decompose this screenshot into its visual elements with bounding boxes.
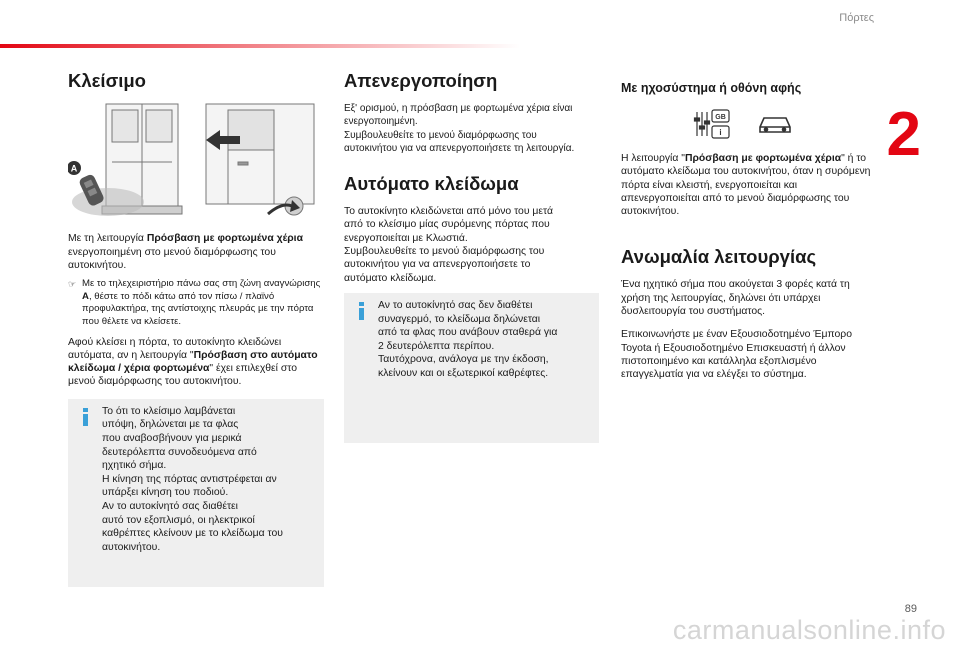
page-number: 89 [904, 603, 917, 615]
zone-a-label: A [70, 163, 78, 174]
car-settings-icon [757, 113, 793, 135]
audio-icons-row [693, 106, 871, 142]
column-audio-malfunction [621, 70, 871, 388]
closing-paragraph-1: Με τη λειτουργία Πρόσβαση με φορτωμένα χέρια ενεργοποιημένη στο μενού διαμόρφωσης του αυτοκινήτου. [68, 233, 303, 271]
column-deactivation [344, 70, 599, 443]
svg-text:i: i [719, 128, 722, 137]
column-closing [68, 70, 324, 587]
deactivation-text: Εξ' ορισμού, η πρόσβαση με φορτωμένα χέρια είναι ενεργοποιημένη. Συμβουλευθείτε το μενού διαμόρφωσης του αυτοκινήτου για να απενεργοποιήσετε τη λειτουργία. [344, 103, 575, 154]
watermark: carmanualsonline.info [672, 615, 946, 645]
heading-malfunction: Ανωμαλία λειτουργίας [621, 246, 817, 268]
audio-paragraph: Η λειτουργία "Πρόσβαση με φορτωμένα χέρια" ή το αυτόματο κλείδωμα του αυτοκινήτου, όταν η συρόμενη πόρτα είναι κλειστή, ενεργοποιείται και απενεργοποιείται από το μενού διαμόρφωσης του αυτοκινήτου. [621, 153, 871, 218]
heading-auto-lock: Αυτόματο κλείδωμα [344, 173, 519, 195]
heading-audio-touchscreen: Με ηχοσύστημα ή οθόνη αφής [621, 81, 802, 95]
info-box-closing: Το ότι το κλείσιμο λαμβάνεται υπόψη, δηλώνεται με τα φλας που αναβοσβήνουν για μερικά δευτερόλεπτα συνοδευόμενα από ηχητικό σήμα. Η κίνηση της πόρτας αντιστρέφεται αν υπάρξει κίνηση του ποδιού. Αν το αυτοκίνητό σας διαθέτει αυτό τον εξοπλισμό, οι ηλεκτρικοί καθρέπτες κλείνουν με το κλείδωμα του αυτοκινήτου. [68, 399, 324, 587]
audio-system-icon [693, 106, 731, 142]
info-icon [356, 302, 368, 320]
detection-zone [72, 188, 144, 216]
van-side-view [206, 104, 314, 215]
van-rear-door-illustration [68, 102, 324, 220]
closing-step: ☞ Με το τηλεχειριστήριο πάνω σας στη ζώνη αναγνώρισης A, θέστε το πόδι κάτω από τον πίσω / πλαϊνό προφυλακτήρα, της αντίστοιχης πλευράς με την πόρτα που θέλετε να κλείσετε. [68, 278, 321, 327]
heading-closing: Κλείσιμο [68, 70, 146, 91]
closing-paragraph-2: Αφού κλείσει η πόρτα, το αυτοκίνητο κλειδώνει αυτόματα, αν η λειτουργία "Πρόσβαση στο αυτόματο κλείδωμα / χέρια φορτωμένα" έχει επιλεχθεί στο μενού διαμόρφωσης του αυτοκινήτου. [68, 336, 318, 388]
step-arrow-icon: ☞ [68, 279, 77, 290]
chapter-number: 2 [886, 100, 921, 169]
header-accent-bar [0, 44, 520, 48]
auto-lock-text: Το αυτοκίνητο κλειδώνεται από μόνο του μετά από το κλείσιμο μίας συρόμενης πόρτας που ενεργοποιείται με Κλωστιά. Συμβουλευθείτε το μενού διαμόρφωσης του αυτοκινήτου για να απενεργοποιήσετε το αυτόματο κλείδωμα. [344, 206, 553, 284]
malfunction-paragraph-1: Ένα ηχητικό σήμα που ακούγεται 3 φορές κατά τη χρήση της λειτουργίας, δηλώνει ότι υπάρχει δυσλειτουργία του συστήματος. [621, 279, 850, 318]
info-icon [80, 408, 92, 426]
section-title: Πόρτες [839, 12, 874, 24]
heading-deactivation: Απενεργοποίηση [344, 70, 498, 91]
info-box-auto-lock: Αν το αυτοκίνητό σας δεν διαθέτει συναγερμό, το κλείδωμα δηλώνεται από τα φλας που ανάβουν σταθερά για 2 δευτερόλεπτα περίπου. Ταυτόχρονα, ανάλογα με την έκδοση, κλείνουν και οι εξωτερικοί καθρέφτες. [344, 293, 599, 443]
malfunction-paragraph-2: Επικοινωνήστε με έναν Εξουσιοδοτημένο Έμπορο Toyota ή Εξουσιοδοτημένο Επισκευαστή ή άλλον πιστοποιημένο και κατάλληλα εξοπλισμένο επαγγελματία για να ελέγξει το σύστημα. [621, 329, 852, 381]
svg-text:GB: GB [715, 114, 726, 121]
